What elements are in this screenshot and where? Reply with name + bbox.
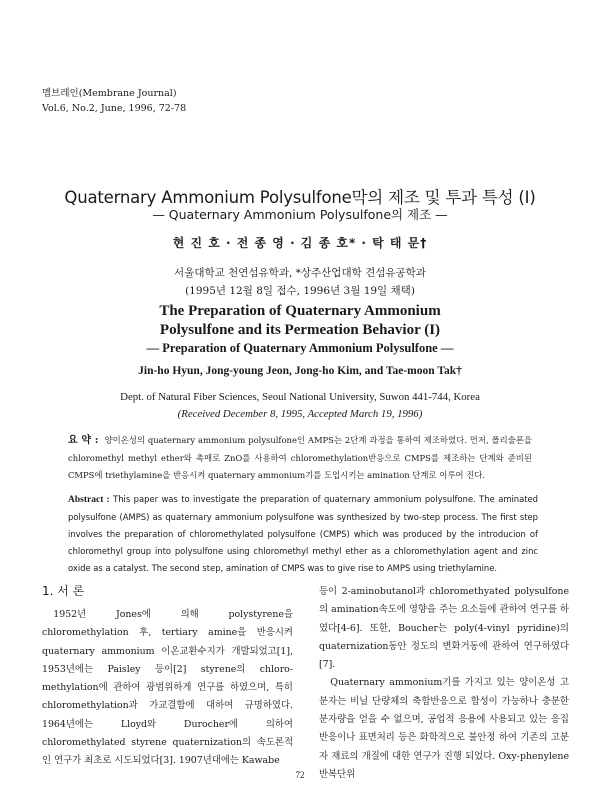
subtitle-korean: — Quaternary Ammonium Polysulfone의 제조 — [152, 207, 448, 222]
affiliation-korean [0, 264, 600, 300]
dates-korean: (1995년 12월 8일 접수, 1996년 3월 19일 채택) [185, 285, 415, 297]
journal-volume: Vol.6, No.2, June, 1996, 72-78 [42, 103, 187, 114]
abstract-korean-label: 요 약 : [68, 435, 99, 446]
abstract-korean [68, 432, 532, 485]
authors-korean: 현 진 호 · 전 종 영 · 김 종 호* · 탁 태 문† [172, 236, 428, 250]
body-paragraph: Quaternary ammonium기를 가지고 있는 양이온성 고분자는 비닐 단량체의 축합반응으로 합성이 가능하나 충분한 분자량을 얻을 수 없으며, 공업적 응용에 사용되고 있는 응집반응이나 표면처리 등은 화학적으로 불안정 하여 기존의 고분자 재료의 개질에 대한 연구가 진행 되었다. Oxy-phenylene 반복단위 [319, 677, 569, 780]
abstract-english [68, 491, 538, 577]
title-english [0, 302, 600, 340]
abstract-korean-text: 양이온성의 quaternary ammonium polysulfone인 AMPS는 2단계 과정을 통하여 제조하였다. 먼저, 폴리술폰을 chloromethyl methyl ether와 촉매로 ZnO를 사용하여 chloromethylation반응으로 CMPS를 제조하는 단계와 준비된 CMPS에 triethylamine을 반응시켜 quaternary ammonium기를 도입시키는 amination 단계로 이루어 진다. [68, 435, 532, 480]
journal-name: 멤브레인(Membrane Journal) [42, 88, 177, 99]
body-paragraph: 1952년 Jones에 의해 polystyrene을 chloromethylation 후, tertiary amine을 반응시켜 quaternary ammonium 이온교환수지가 개발되었고[1], 1953년에는 Paisley 등이[2] styrene의 chloro-methylation에 관하여 광범위하게 연구를 하였으며, 특히 chloromethylation과 가교결합에 대하여 규명하였다. 1964년에는 Lloyd와 Durocher에 의하여 chloromethylated styrene quaternization의 속도론적인 연구가 최초로 시도되었다[3]. 1907년대에는 Kawabe [42, 609, 293, 767]
title-korean: Quaternary Ammonium Polysulfone막의 제조 및 투과 특성 (I) [64, 188, 536, 207]
subtitle-english: — Preparation of Quaternary Ammonium Polysulfone — [146, 341, 454, 355]
affiliation-korean-line: 서울대학교 천연섬유학과, *상주산업대학 견섬유공학과 [174, 267, 426, 279]
affiliation-english-line: Dept. of Natural Fiber Sciences, Seoul National University, Suwon 441-744, Korea [120, 391, 480, 403]
body-column-right [319, 583, 569, 784]
abstract-english-text: This paper was to investigate the preparation of quaternary ammonium polysulfone. The aminated polysulfone (AMPS) as quaternary ammonium polysulfone was synthesized by two-step process. The first step involves the preparation of chloromethylated polysulfone (CMPS) which was produced by the introducion of chloromethyl group into polysulfone using chloromethyl methyl ether as a chloromethylation agent and zinc oxide as a catalyst. The second step, amination of CMPS was to give rise to AMPS using triethylamine. [68, 494, 539, 573]
abstract-english-label: Abstract : [68, 495, 110, 505]
section-heading-introduction: 1. 서 론 [42, 584, 85, 598]
affiliation-english [0, 389, 600, 423]
title-english-line1: The Preparation of Quaternary Ammonium [159, 303, 441, 319]
authors-english: Jin-ho Hyun, Jong-young Jeon, Jong-ho Kim, and Tae-moon Tak† [138, 365, 462, 377]
journal-citation [42, 86, 186, 116]
body-column-left [42, 606, 293, 771]
title-english-line2: Polysulfone and its Permeation Behavior (I) [159, 322, 441, 338]
dates-english: (Received December 8, 1995, Accepted March 19, 1996) [177, 408, 423, 420]
page-number: 72 [295, 770, 305, 780]
body-paragraph: 등이 2-aminobutanol과 chloromethyated polysulfone의 amination속도에 영향을 주는 요소들에 관하여 연구를 하였다[4-6]. 또한, Boucher는 poly(4-vinyl pyridine)의 quaternization동안 정도의 변화거동에 관하여 연구하였다[7]. [319, 586, 569, 671]
